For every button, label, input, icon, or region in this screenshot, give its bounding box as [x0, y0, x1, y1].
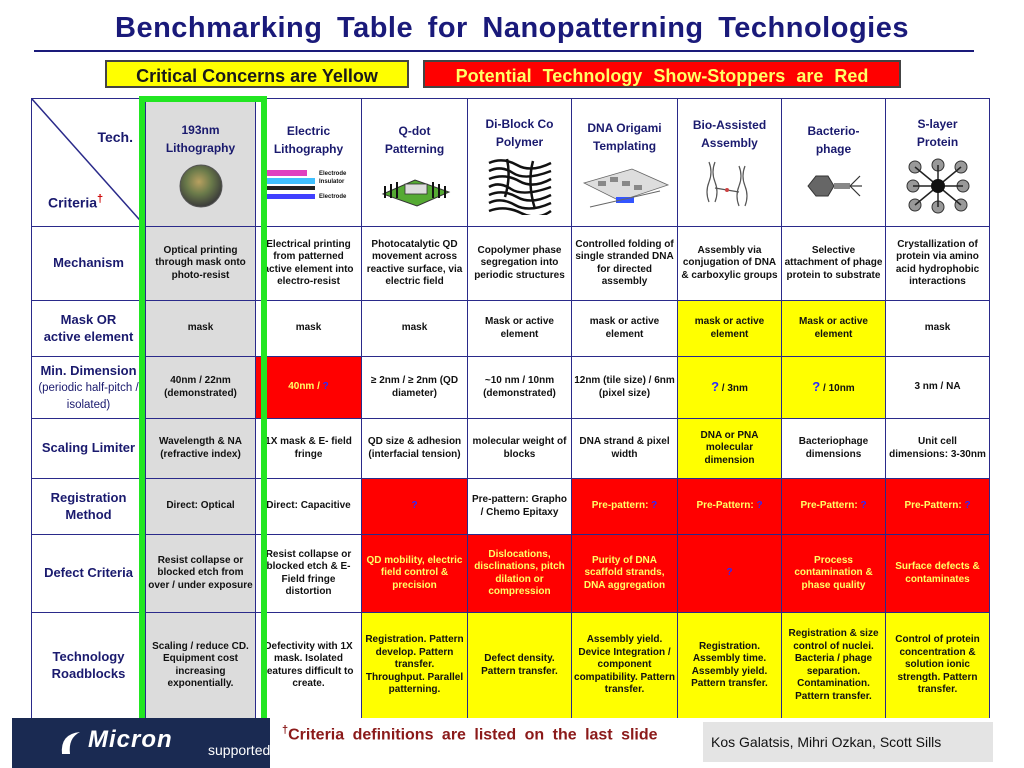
row-label-scaling-limiter: Scaling Limiter [32, 419, 146, 479]
cell-min-dimension-bio-assisted: ? / 3nm [678, 357, 782, 419]
row-scaling-limiter [32, 419, 990, 479]
cell-roadblocks-bio-assisted: Registration. Assembly time. Assembly yield. Pattern transfer. [678, 613, 782, 719]
corner-cell [32, 99, 146, 227]
tech-name: Q-dot Patterning [384, 123, 445, 156]
cell-defect-bacteriophage: Process contamination & phase quality [782, 535, 886, 613]
tech-header-bacteriophage [782, 99, 886, 227]
micron-logo-icon [58, 728, 84, 758]
row-label-registration: Registration Method [32, 479, 146, 535]
tech-name: 193nm Lithography [165, 122, 236, 155]
micron-logo: Micron supported [12, 718, 270, 768]
cell-registration-dna-origami: Pre-pattern: ? [572, 479, 678, 535]
tech-header-diblock [468, 99, 572, 227]
wafer-image [178, 163, 224, 209]
cell-registration-bio-assisted: Pre-Pattern: ? [678, 479, 782, 535]
row-defect-criteria [32, 535, 990, 613]
cell-roadblocks-bacteriophage: Registration & size control of nuclei. Bacteria / phage separation. Contamination. Pattern transfer. [782, 613, 886, 719]
tech-name: Electric Lithography [273, 123, 344, 156]
cell-mask-bio-assisted: mask or active element [678, 301, 782, 357]
cell-mechanism-s-layer: Crystallization of protein via amino acid hydrophobic interactions [886, 227, 990, 301]
cell-mask-qdot: mask [362, 301, 468, 357]
cell-roadblocks-s-layer: Control of protein concentration & solution ionic strength. Pattern transfer. [886, 613, 990, 719]
cell-mask-s-layer: mask [886, 301, 990, 357]
cell-scaling-electric: 1X mask & E- field fringe [256, 419, 362, 479]
legend-critical-concerns: Critical Concerns are Yellow [105, 60, 409, 88]
tech-header-dna-origami [572, 99, 678, 227]
cell-roadblocks-dna-origami: Assembly yield. Device Integration / component compatibility. Pattern transfer. [572, 613, 678, 719]
cell-scaling-bio-assisted: DNA or PNA molecular dimension [678, 419, 782, 479]
header-row [32, 99, 990, 227]
row-label-min-dimension: Min. Dimension (periodic half-pitch / isolated) [32, 357, 146, 419]
cell-registration-qdot: ? [362, 479, 468, 535]
tech-name: Di-Block Co Polymer [485, 116, 554, 149]
svg-text:Electrode: Electrode [318, 193, 346, 200]
row-label-defect-criteria: Defect Criteria [32, 535, 146, 613]
title-underline [34, 50, 974, 52]
cell-min-dimension-diblock: ~10 nm / 10nm (demonstrated) [468, 357, 572, 419]
cell-scaling-diblock: molecular weight of blocks [468, 419, 572, 479]
tech-header-193nm [146, 99, 256, 227]
protein-lattice-image [905, 157, 971, 215]
cell-mechanism-193nm: Optical printing through mask onto photo-resist [146, 227, 256, 301]
tech-header-bio-assisted [678, 99, 782, 227]
cell-scaling-dna-origami: DNA strand & pixel width [572, 419, 678, 479]
cell-mask-electric: mask [256, 301, 362, 357]
row-label-roadblocks: Technology Roadblocks [32, 613, 146, 719]
legend-show-stoppers: Potential Technology Show-Stoppers are Red [423, 60, 901, 88]
supported-label: supported [208, 742, 271, 758]
dna-tiles-image [580, 161, 670, 211]
tech-header-qdot [362, 99, 468, 227]
tech-axis-label: Tech. [97, 129, 133, 145]
cell-mask-diblock: Mask or active element [468, 301, 572, 357]
svg-text:Electrode: Electrode [318, 170, 346, 177]
row-mechanism [32, 227, 990, 301]
cell-mechanism-electric: Electrical printing from patterned active element into electro-resist [256, 227, 362, 301]
row-roadblocks [32, 613, 990, 719]
cell-registration-193nm: Direct: Optical [146, 479, 256, 535]
fingerprint-pattern-image [487, 157, 553, 215]
row-label-mask: Mask OR active element [32, 301, 146, 357]
cell-scaling-qdot: QD size & adhesion (interfacial tension) [362, 419, 468, 479]
cell-scaling-s-layer: Unit cell dimensions: 3-30nm [886, 419, 990, 479]
tech-header-s-layer [886, 99, 990, 227]
cell-min-dimension-bacteriophage: ? / 10nm [782, 357, 886, 419]
cell-mechanism-bio-assisted: Assembly via conjugation of DNA & carboxylic groups [678, 227, 782, 301]
cell-defect-bio-assisted: ? [678, 535, 782, 613]
criteria-axis-label: Criteria† [48, 192, 104, 211]
cell-registration-bacteriophage: Pre-Pattern: ? [782, 479, 886, 535]
cell-roadblocks-electric: Defectivity with 1X mask. Isolated features difficult to create. [256, 613, 362, 719]
qdot-chip-image [375, 164, 455, 208]
cell-min-dimension-qdot: ≥ 2nm / ≥ 2nm (QD diameter) [362, 357, 468, 419]
tech-name: Bacterio- phage [807, 123, 860, 156]
cell-mechanism-diblock: Copolymer phase segregation into periodic structures [468, 227, 572, 301]
cell-mechanism-dna-origami: Controlled folding of single stranded DNA for directed assembly [572, 227, 678, 301]
benchmark-table [31, 98, 990, 719]
cell-mask-dna-origami: mask or active element [572, 301, 678, 357]
electrode-stack-image [261, 164, 357, 208]
cell-defect-dna-origami: Purity of DNA scaffold strands, DNA aggregation [572, 535, 678, 613]
phage-image [802, 164, 866, 208]
cell-defect-diblock: Dislocations, disclinations, pitch dilation or compression [468, 535, 572, 613]
row-mask [32, 301, 990, 357]
cell-registration-electric: Direct: Capacitive [256, 479, 362, 535]
cell-registration-s-layer: Pre-Pattern: ? [886, 479, 990, 535]
cell-registration-diblock: Pre-pattern: Grapho / Chemo Epitaxy [468, 479, 572, 535]
cell-scaling-bacteriophage: Bacteriophage dimensions [782, 419, 886, 479]
cell-min-dimension-electric: 40nm / ? [256, 357, 362, 419]
cell-mechanism-bacteriophage: Selective attachment of phage protein to substrate [782, 227, 886, 301]
row-registration [32, 479, 990, 535]
tech-header-electric [256, 99, 362, 227]
tech-name: S-layer Protein [916, 116, 959, 149]
cell-mask-bacteriophage: Mask or active element [782, 301, 886, 357]
cell-defect-s-layer: Surface defects & contaminates [886, 535, 990, 613]
tech-name: Bio-Assisted Assembly [692, 117, 767, 150]
cell-roadblocks-qdot: Registration. Pattern develop. Pattern transfer. Throughput. Parallel patterning. [362, 613, 468, 719]
criteria-footnote: †Criteria definitions are listed on the last slide [282, 724, 658, 744]
cell-min-dimension-s-layer: 3 nm / NA [886, 357, 990, 419]
page-title: Benchmarking Table for Nanopatterning Technologies [115, 12, 909, 44]
dna-strands-image [695, 158, 765, 214]
cell-scaling-193nm: Wavelength & NA (refractive index) [146, 419, 256, 479]
cell-roadblocks-193nm: Scaling / reduce CD. Equipment cost increasing exponentially. [146, 613, 256, 719]
cell-defect-193nm: Resist collapse or blocked etch from over / under exposure [146, 535, 256, 613]
tech-name: DNA Origami Templating [587, 120, 662, 153]
row-min-dimension [32, 357, 990, 419]
cell-min-dimension-193nm: 40nm / 22nm (demonstrated) [146, 357, 256, 419]
cell-defect-electric: Resist collapse or blocked etch & E-Field fringe distortion [256, 535, 362, 613]
svg-text:Insulator: Insulator [318, 178, 344, 185]
cell-mechanism-qdot: Photocatalytic QD movement across reactive surface, via electric field [362, 227, 468, 301]
cell-min-dimension-dna-origami: 12nm (tile size) / 6nm (pixel size) [572, 357, 678, 419]
authors-credit: Kos Galatsis, Mihri Ozkan, Scott Sills [703, 722, 993, 762]
cell-roadblocks-diblock: Defect density. Pattern transfer. [468, 613, 572, 719]
cell-defect-qdot: QD mobility, electric field control & precision [362, 535, 468, 613]
cell-mask-193nm: mask [146, 301, 256, 357]
row-label-mechanism: Mechanism [32, 227, 146, 301]
